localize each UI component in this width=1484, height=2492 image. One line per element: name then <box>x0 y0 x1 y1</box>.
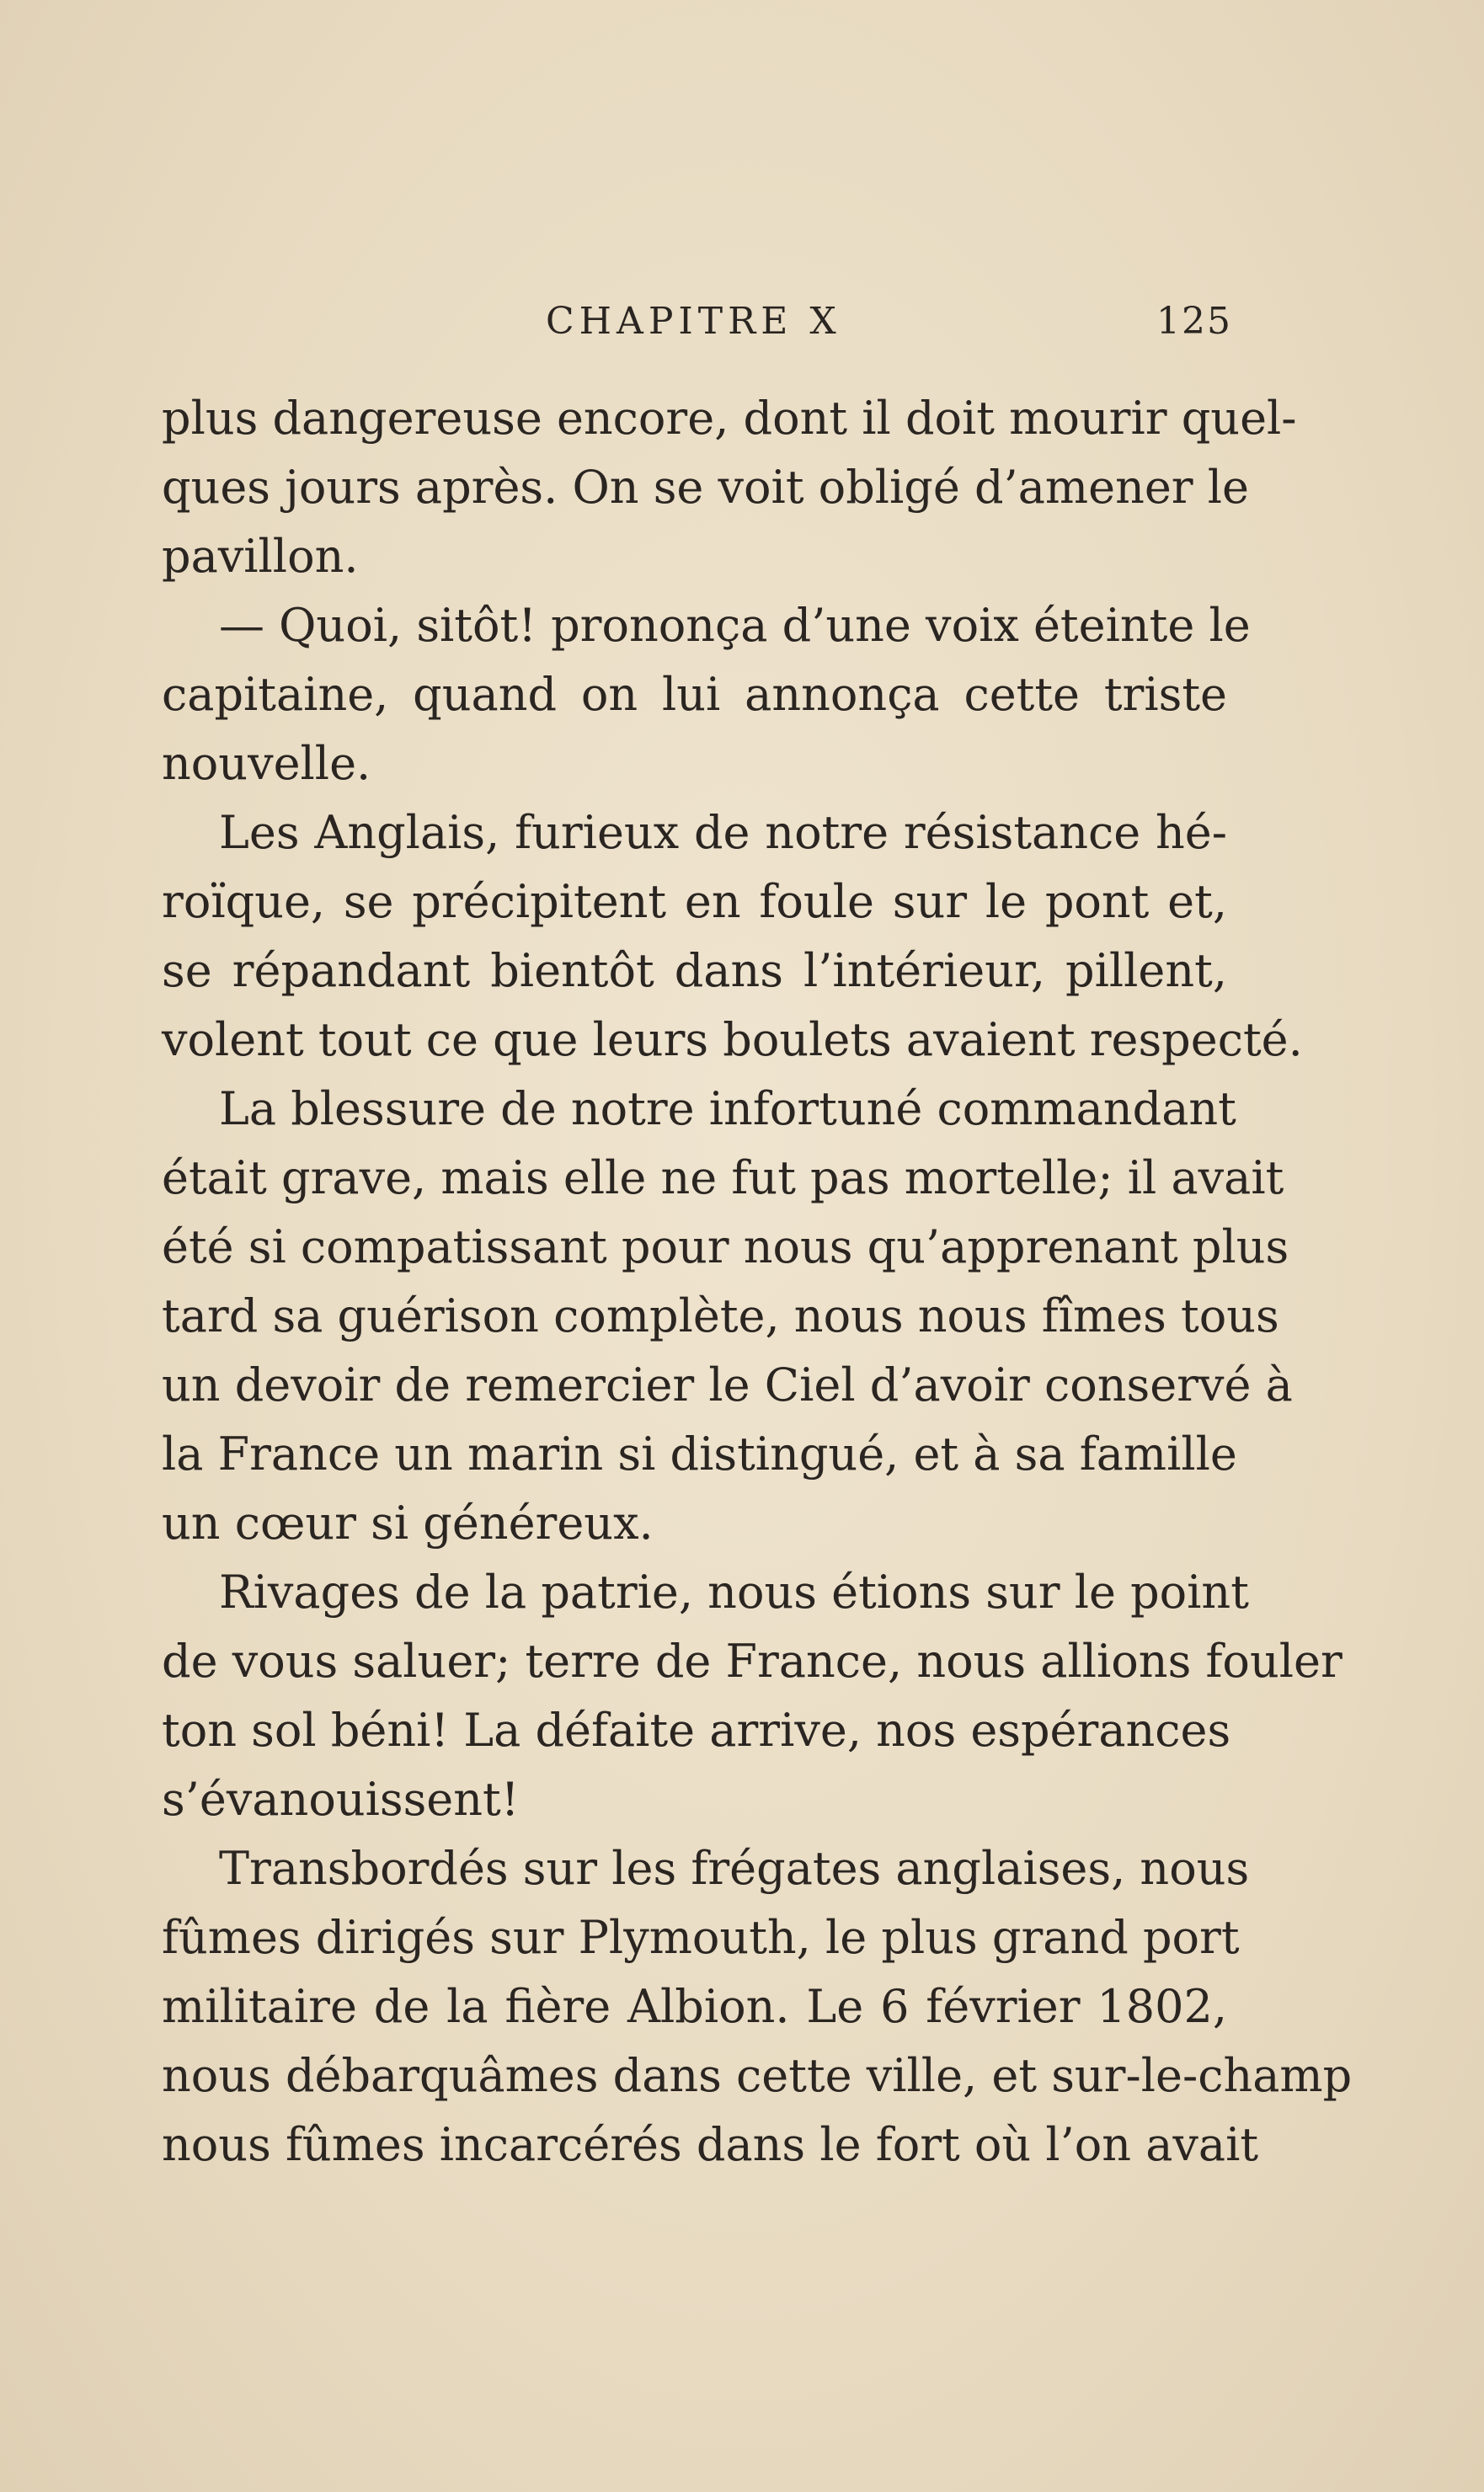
text-line: tard sa guérison complète, nous nous fîmes tous <box>162 1289 1279 1342</box>
text-line: Les Anglais, furieux de notre résistance hé- <box>219 806 1227 859</box>
text-line: été si compatissant pour nous qu’apprenant plus <box>162 1220 1289 1273</box>
text-line: plus dangereuse encore, dont il doit mourir quel- <box>162 392 1297 445</box>
text-line: roïque, se précipitent en foule sur le pont et, <box>162 875 1227 928</box>
text-line: un cœur si généreux. <box>162 1497 654 1550</box>
text-line: Transbordés sur les frégates anglaises, nous <box>219 1842 1250 1895</box>
text-line: — Quoi, sitôt! prononça d’une voix éteinte le <box>219 599 1251 652</box>
text-line: nouvelle. <box>162 737 371 790</box>
text-line: militaire de la fière Albion. Le 6 février 1802, <box>162 1980 1227 2033</box>
text-line: capitaine, quand on lui annonça cette triste <box>162 668 1227 721</box>
text-line: nous débarquâmes dans cette ville, et sur-le-champ <box>162 2049 1353 2102</box>
page-header <box>167 300 1232 350</box>
text-line: était grave, mais elle ne fut pas mortelle; il avait <box>162 1151 1284 1204</box>
text-line: fûmes dirigés sur Plymouth, le plus grand port <box>162 1911 1240 1964</box>
page-number: 125 <box>1156 300 1232 343</box>
body-text <box>162 384 1353 2180</box>
text-line: de vous saluer; terre de France, nous allions fouler <box>162 1635 1343 1688</box>
text-line: nous fûmes incarcérés dans le fort où l’on avait <box>162 2118 1259 2171</box>
running-head: CHAPITRE X <box>546 300 841 343</box>
text-line: s’évanouissent! <box>162 1773 520 1826</box>
text-line: volent tout ce que leurs boulets avaient respecté. <box>162 1013 1303 1066</box>
text-line: Rivages de la patrie, nous étions sur le point <box>219 1566 1249 1619</box>
text-line: pavillon. <box>162 530 359 583</box>
text-line: La blessure de notre infortuné commandant <box>219 1082 1236 1135</box>
text-line: ton sol béni! La défaite arrive, nos espérances <box>162 1704 1231 1757</box>
text-line: ques jours après. On se voit obligé d’amener le <box>162 461 1250 514</box>
text-line: un devoir de remercier le Ciel d’avoir conservé à <box>162 1358 1293 1411</box>
text-line: se répandant bientôt dans l’intérieur, pillent, <box>162 944 1227 997</box>
text-line: la France un marin si distingué, et à sa famille <box>162 1427 1237 1481</box>
